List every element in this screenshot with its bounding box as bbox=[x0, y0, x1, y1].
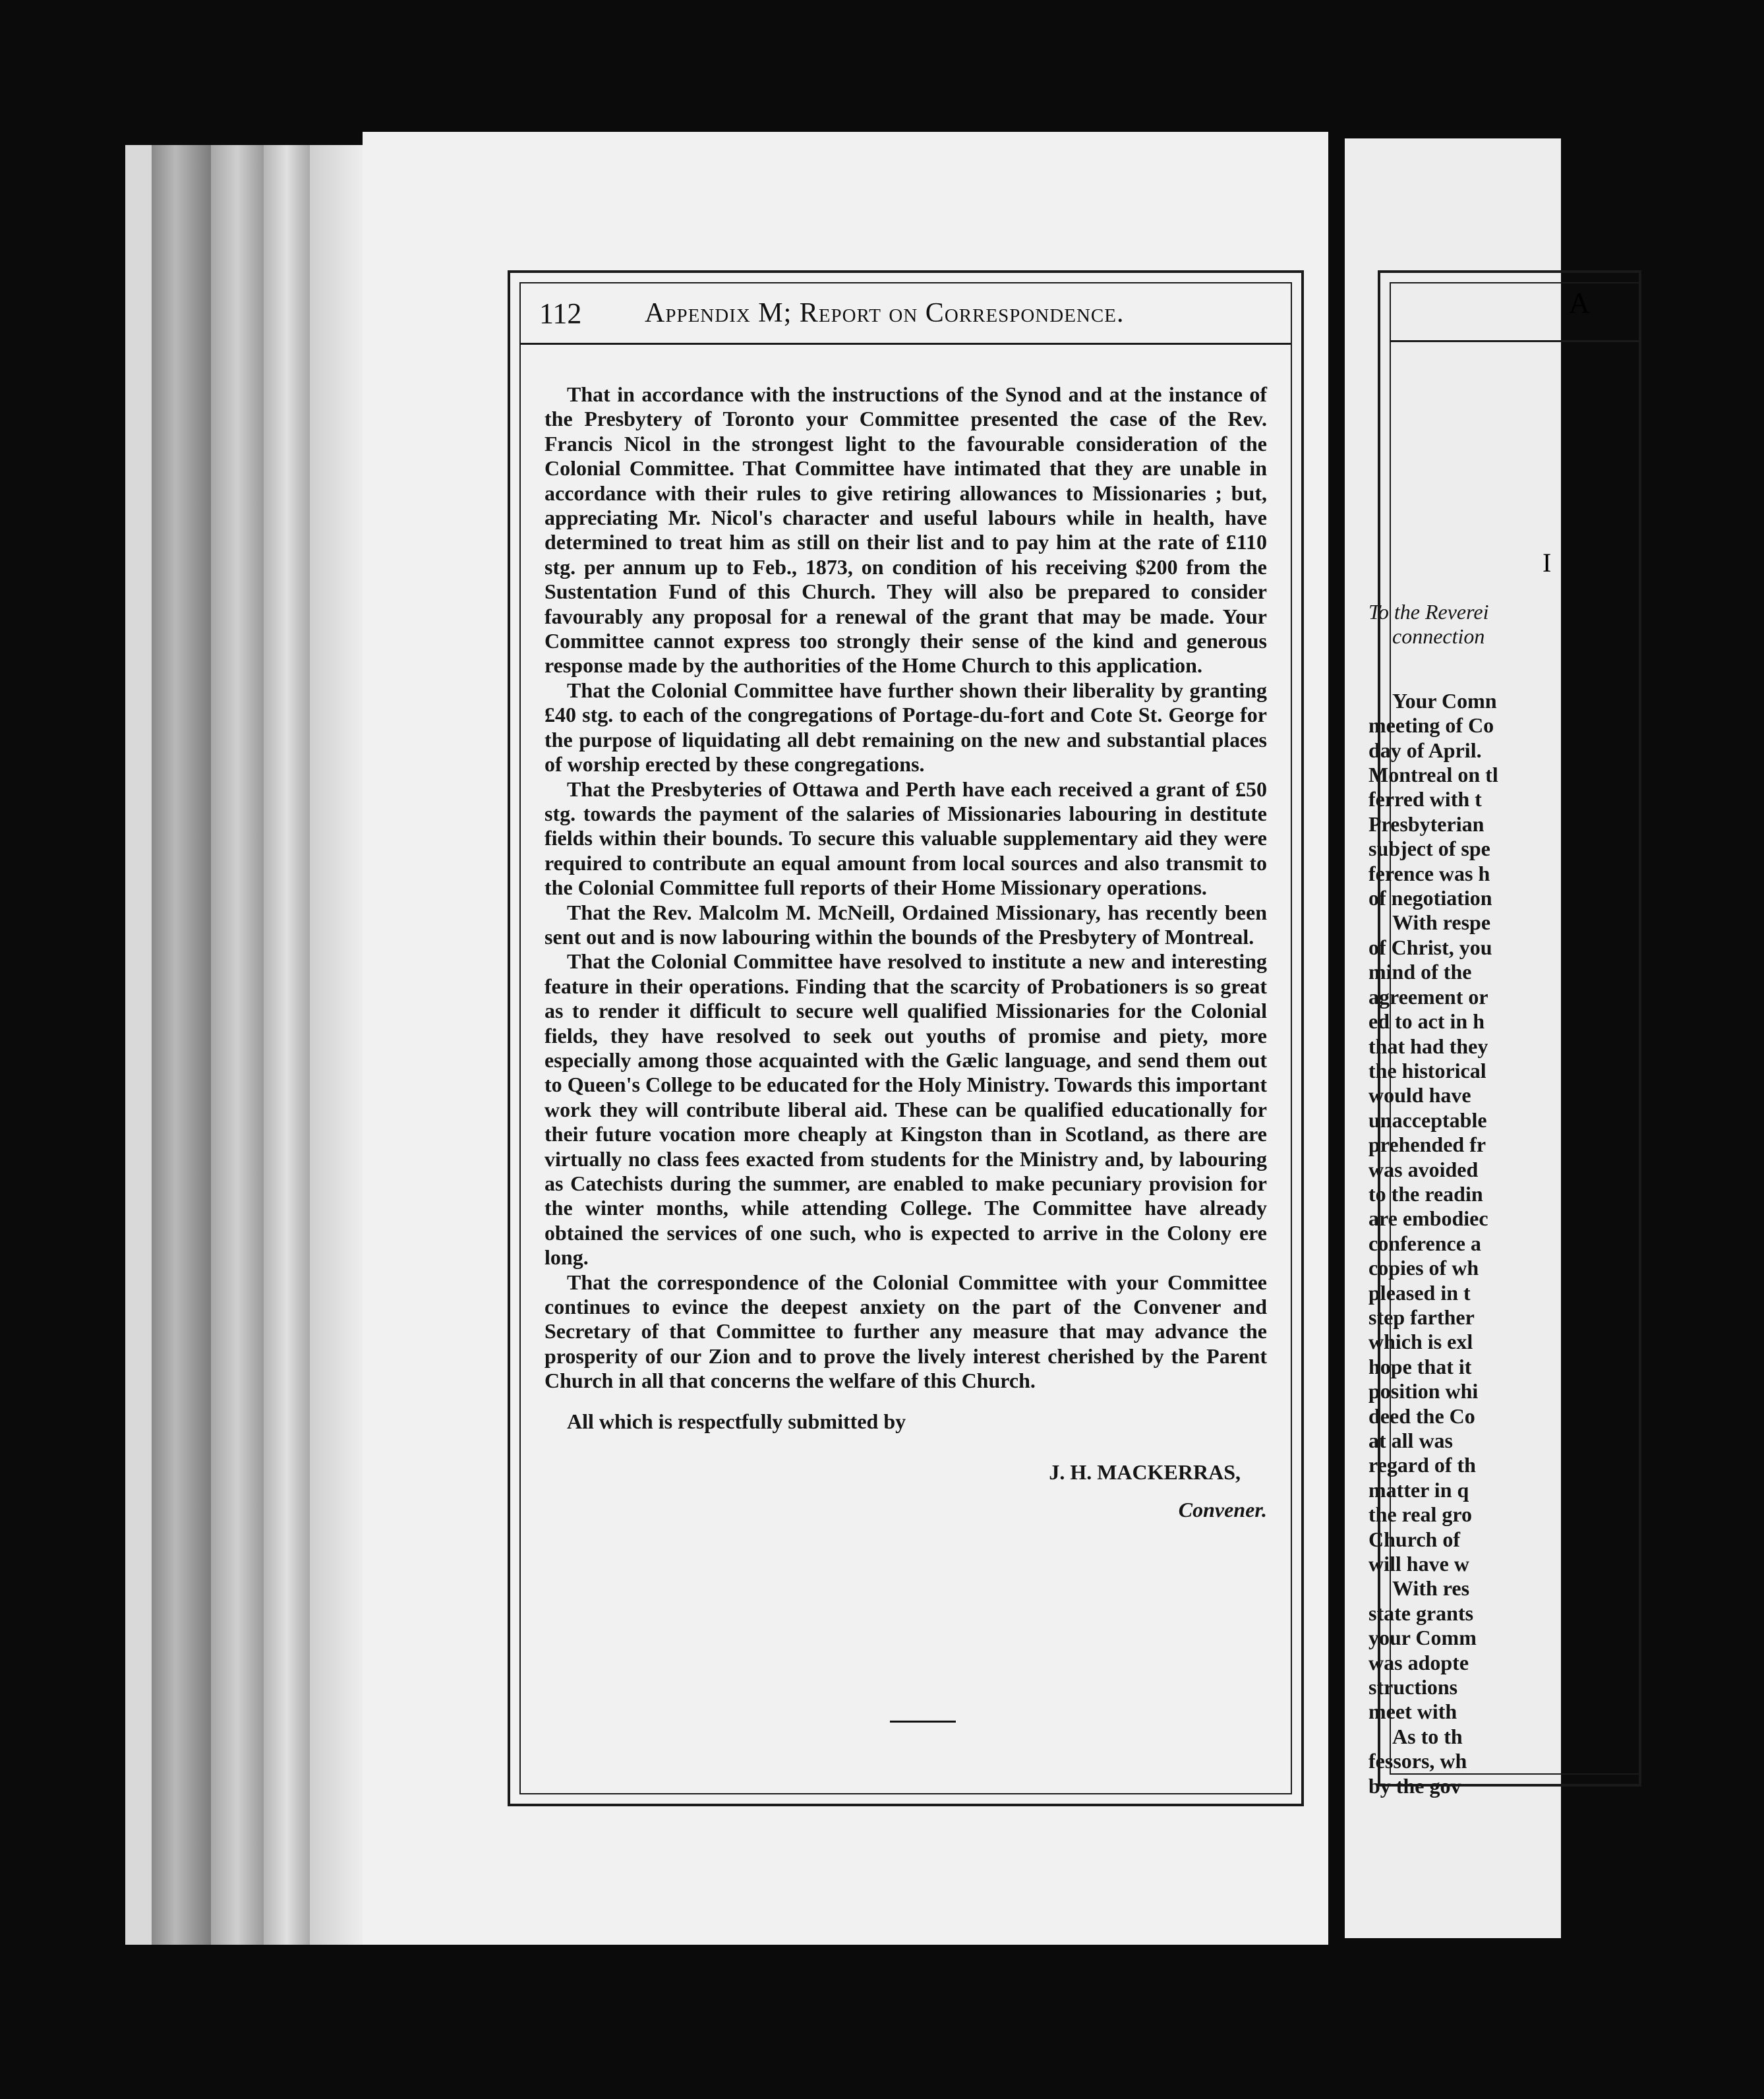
address-line: connection bbox=[1392, 624, 1485, 649]
right-page-line: day of April. bbox=[1368, 738, 1482, 762]
right-page-line: unacceptable bbox=[1368, 1108, 1487, 1132]
page-edge bbox=[152, 145, 211, 1945]
right-page-line: was adopte bbox=[1368, 1650, 1469, 1674]
book-page-edges bbox=[125, 145, 363, 1945]
page-frame-inner bbox=[519, 282, 1292, 1794]
right-page-line: hope that it bbox=[1368, 1354, 1472, 1378]
right-page-line: fessors, wh bbox=[1368, 1749, 1467, 1773]
right-page-line: pleased in t bbox=[1368, 1280, 1471, 1305]
address-line: To the Reverei bbox=[1368, 600, 1489, 624]
right-page-line: copies of wh bbox=[1368, 1256, 1479, 1280]
right-page-line: the real gro bbox=[1368, 1502, 1472, 1527]
right-page-line: meeting of Co bbox=[1368, 713, 1494, 738]
right-page-line: Church of bbox=[1368, 1527, 1460, 1551]
right-page-line: prehended fr bbox=[1368, 1133, 1486, 1157]
right-page-line: to the readin bbox=[1368, 1181, 1483, 1206]
right-page-line: regard of th bbox=[1368, 1453, 1476, 1477]
right-header-rule bbox=[1391, 340, 1639, 342]
right-page-line: agreement or bbox=[1368, 984, 1488, 1009]
right-page-line: position whi bbox=[1368, 1379, 1479, 1404]
right-page-line: With res bbox=[1392, 1576, 1470, 1601]
right-page-line: was avoided bbox=[1368, 1157, 1479, 1181]
right-header-letter: A bbox=[1569, 287, 1590, 319]
page-number: 112 bbox=[539, 297, 582, 330]
page-edge bbox=[125, 145, 152, 1945]
paragraph: That the correspondence of the Colonial Committee with your Committee continues to evince the deepest anxiety on the part of the Convener and Secretary of that Committee to further any measure that may advance the prosperity of our Zion and to prove the lively interest cherished by the Parent Church in all that concerns the welfare of this Church. bbox=[544, 1270, 1267, 1393]
right-page-line: will have w bbox=[1368, 1552, 1469, 1576]
right-page-text bbox=[1368, 600, 1764, 1798]
paragraph: That the Colonial Committee have resolved to institute a new and interesting feature in their operations. Finding that the scarcity of Probationers is so great as to render it difficult to secure well qualified Missionaries for the Colonial fields, they have resolved to seek out youths of promise and piety, more especially among those acquainted with the Gælic language, and send them out to Queen's College to be educated for the Holy Ministry. Towards this important work they will contribute liberal aid. These can be qualified educationally for their future vocation more cheaply at Kingston than in Scotland, as there are virtually no class fees exacted from students for the Ministry and, by labouring as Catechists during the summer, are enabled to make pecuniary provision for the winter months, while attending College. The Committee have already obtained the services of one such, who is expected to arrive in the Colony ere long. bbox=[544, 949, 1267, 1270]
report-body bbox=[544, 382, 1267, 1523]
right-page-line: With respe bbox=[1392, 910, 1491, 935]
right-page-line: state grants bbox=[1368, 1601, 1474, 1625]
right-page-line: deed the Co bbox=[1368, 1404, 1475, 1428]
right-page-line: step farther bbox=[1368, 1305, 1475, 1329]
right-page-line: at all was bbox=[1368, 1429, 1453, 1452]
right-page-line: meet with bbox=[1368, 1700, 1457, 1724]
right-page bbox=[1345, 138, 1590, 1938]
right-page-line: that had they bbox=[1368, 1034, 1488, 1058]
signatory-role: Convener. bbox=[1178, 1498, 1267, 1522]
right-page-line: of negotiation bbox=[1368, 886, 1492, 910]
right-page-line: structions bbox=[1368, 1675, 1458, 1700]
right-page-line: your Comm bbox=[1368, 1626, 1477, 1650]
signoff-line: All which is respectfully submitted by bbox=[567, 1409, 906, 1433]
right-page-line: matter in q bbox=[1368, 1477, 1469, 1502]
right-section-letter: I bbox=[1543, 548, 1552, 577]
right-page-line: Presbyterian bbox=[1368, 812, 1485, 836]
right-page-line: would have bbox=[1368, 1083, 1471, 1108]
page-edge bbox=[211, 145, 264, 1945]
right-page-line: Your Comn bbox=[1392, 688, 1497, 713]
header-title: Appendix M; Report on Correspondence. bbox=[645, 298, 1125, 328]
closing-rule bbox=[890, 1721, 956, 1723]
signatory-name: J. H. MACKERRAS, bbox=[1049, 1460, 1241, 1485]
running-header bbox=[521, 283, 1291, 345]
right-page-line: Montreal on tl bbox=[1368, 763, 1498, 787]
right-page-line: subject of spe bbox=[1368, 837, 1490, 861]
right-page-line: by the gov bbox=[1368, 1773, 1461, 1798]
right-page-line: of Christ, you bbox=[1368, 935, 1492, 959]
page-edge bbox=[264, 145, 310, 1945]
right-page-line: ed to act in h bbox=[1368, 1009, 1485, 1034]
right-page-line: ferred with t bbox=[1368, 787, 1482, 812]
page-frame bbox=[508, 270, 1304, 1806]
right-page-line: ference was h bbox=[1368, 861, 1490, 885]
right-page-line: As to th bbox=[1392, 1724, 1463, 1748]
right-page-line: are embodiec bbox=[1368, 1206, 1488, 1231]
right-page-line: conference a bbox=[1368, 1231, 1481, 1255]
right-page-line: mind of the bbox=[1368, 960, 1472, 984]
paragraph: That in accordance with the instructions of the Synod and at the instance of the Presbytery of Toronto your Committee presented the case of the Rev. Francis Nicol in the strongest light to the favourable consideration of the Colonial Committee. That Committee have intimated that they are unable in accordance with their rules to give retiring allowances to Missionaries ; but, appreciating Mr. Nicol's character and useful labours while in health, have determined to treat him as still on their list and to pay him at the rate of £110 stg. per annum up to Feb., 1873, on condition of his receiving $200 from the Sustentation Fund of this Church. They will also be prepared to consider favourably any proposal for a renewal of the grant that may be made. Your Committee cannot express too strongly their sense of the kind and generous response made by the authorities of the Home Church to this application. bbox=[544, 382, 1267, 678]
right-page-line: which is exl bbox=[1368, 1330, 1473, 1354]
paragraph: That the Presbyteries of Ottawa and Perth have each received a grant of £50 stg. towards the payment of the salaries of Missionaries labouring in destitute fields within their bounds. To secure this valuable supplementary aid they were required to contribute an equal amount from local sources and also transmit to the Colonial Committee full reports of their Home Missionary operations. bbox=[544, 777, 1267, 900]
paragraph: That the Rev. Malcolm M. McNeill, Ordained Missionary, has recently been sent out and is now labouring within the bounds of the Presbytery of Montreal. bbox=[544, 900, 1267, 949]
right-page-line: the historical bbox=[1368, 1058, 1486, 1082]
paragraph: That the Colonial Committee have further shown their liberality by granting £40 stg. to each of the congregations of Portage-du-fort and Cote St. George for the purpose of liquidating all debt remaining on the new and substantial places of worship erected by these congregations. bbox=[544, 678, 1267, 777]
page-edge bbox=[310, 145, 363, 1945]
